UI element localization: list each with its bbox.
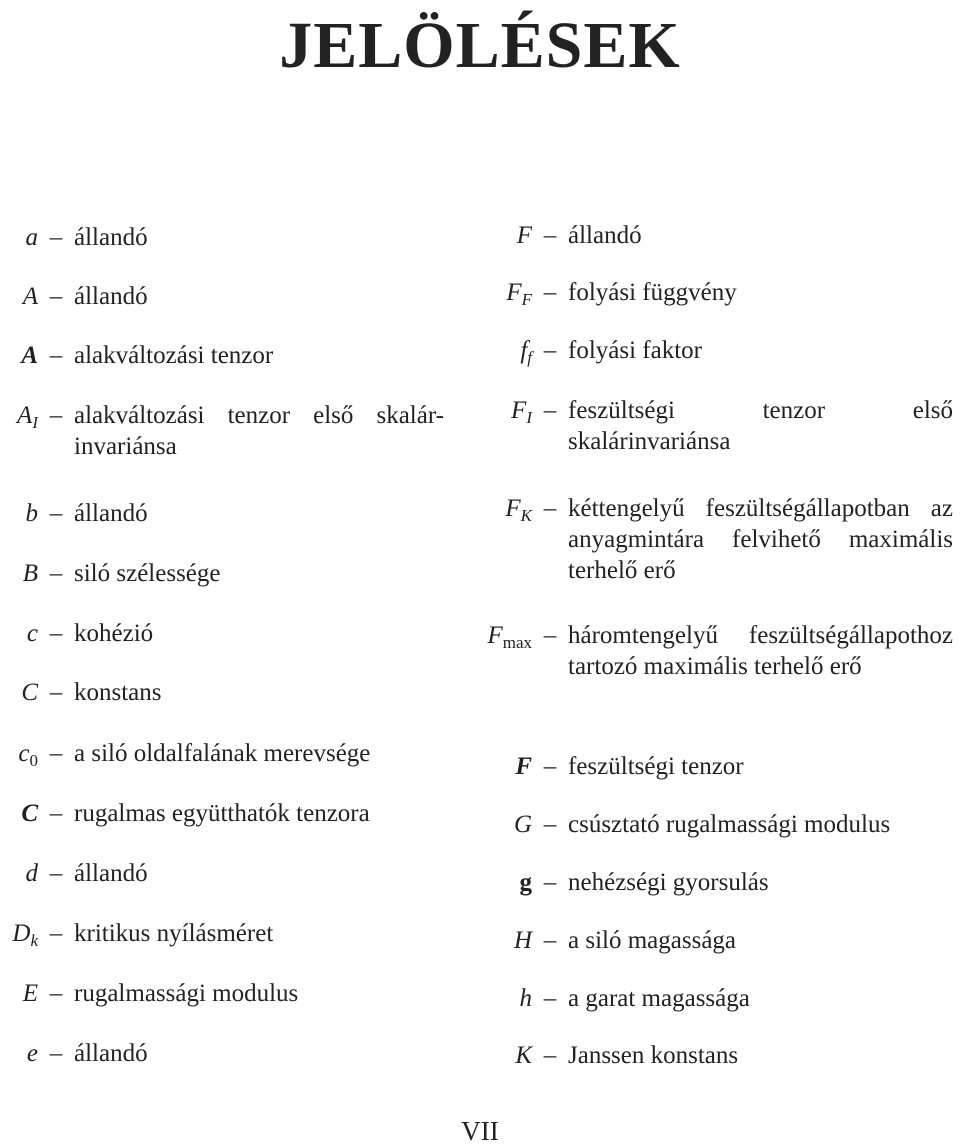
dash: – xyxy=(49,740,63,767)
dash: – xyxy=(49,224,63,251)
dash: – xyxy=(49,560,63,587)
notation-description: rugalmas együtthatók tenzora xyxy=(74,800,370,827)
notation-symbol: $c_0$ xyxy=(18,740,38,770)
notation-description: alakváltozási tenzor xyxy=(74,342,274,369)
notation-entry xyxy=(0,620,953,682)
notation-symbol: $D_k$ xyxy=(12,920,38,950)
notation-symbol: C xyxy=(21,679,38,706)
dash: – xyxy=(49,980,63,1007)
dash: – xyxy=(49,500,63,527)
notation-entry xyxy=(0,925,958,956)
notation-symbol: C xyxy=(21,800,38,827)
dash: – xyxy=(543,495,557,522)
dash: – xyxy=(49,860,63,887)
dash: – xyxy=(49,283,63,310)
notation-entry xyxy=(0,809,958,840)
notation-description: állandó xyxy=(74,283,148,310)
dash: – xyxy=(543,337,557,364)
dash: – xyxy=(543,811,557,838)
notation-symbol: A xyxy=(22,283,38,310)
notation-entry xyxy=(0,983,958,1014)
notation-symbol: $F_F$ xyxy=(506,279,532,309)
notation-symbol: h xyxy=(519,985,532,1012)
notation-symbol: E xyxy=(22,980,38,1007)
notation-symbol: $A_I$ xyxy=(17,402,38,432)
notation-description: nehézségi gyorsulás xyxy=(568,869,769,896)
notation-entry xyxy=(0,751,958,782)
notation-description: alakváltozási tenzor első skalár-invariánsa xyxy=(74,402,444,460)
dash: – xyxy=(543,753,557,780)
notation-description: folyási faktor xyxy=(568,337,702,364)
notation-symbol: $f_f$ xyxy=(520,337,532,367)
notation-description: a siló magassága xyxy=(568,927,737,954)
notation-description: rugalmassági modulus xyxy=(74,980,299,1007)
notation-description: állandó xyxy=(74,500,148,527)
notation-symbol: G xyxy=(513,811,532,838)
notation-description: folyási függvény xyxy=(568,279,737,306)
dash: – xyxy=(543,622,557,649)
dash: – xyxy=(543,279,557,306)
dash: – xyxy=(543,222,557,249)
page-number: VII xyxy=(461,1116,499,1146)
notation-description: konstans xyxy=(74,679,162,706)
notation-entry xyxy=(0,1040,958,1071)
dash: – xyxy=(543,397,557,424)
notation-symbol: B xyxy=(22,560,38,587)
notation-description: állandó xyxy=(568,222,642,249)
dash: – xyxy=(49,1040,63,1067)
notation-symbol: F xyxy=(515,753,532,780)
notation-symbol: d xyxy=(25,860,38,887)
notation-description: csúsztató rugalmassági modulus xyxy=(568,811,891,838)
notation-description: a siló oldalfalának merevsége xyxy=(74,740,371,767)
dash: – xyxy=(49,620,63,647)
dash: – xyxy=(49,402,63,429)
notation-symbol: g xyxy=(519,869,532,896)
dash: – xyxy=(543,869,557,896)
notation-symbol: $F_K$ xyxy=(505,495,532,525)
notation-symbol: e xyxy=(26,1040,38,1067)
notation-entry xyxy=(0,220,958,251)
notation-symbol: a xyxy=(25,224,38,251)
notation-entry xyxy=(0,493,953,586)
notation-description: állandó xyxy=(74,224,148,251)
notation-description: háromtengelyű feszültségállapothoz tartozó maximális terhelő erő xyxy=(568,622,953,680)
notation-entry xyxy=(0,335,958,366)
notation-description: a garat magassága xyxy=(568,985,750,1012)
notation-symbol: $F_{max}$ xyxy=(487,622,532,652)
notation-description: kohézió xyxy=(74,620,154,647)
notation-entry xyxy=(0,395,953,457)
notation-description: Janssen konstans xyxy=(568,1042,739,1069)
notation-symbol: F xyxy=(516,222,532,249)
notation-entry xyxy=(0,277,958,308)
notation-description: feszültségi tenzor első skalárinvariánsa xyxy=(568,397,953,455)
dash: – xyxy=(543,927,557,954)
dash: – xyxy=(49,679,63,706)
notation-symbol: A xyxy=(21,342,38,369)
dash: – xyxy=(49,920,63,947)
notation-symbol: b xyxy=(25,500,38,527)
notation-description: feszültségi tenzor xyxy=(568,753,744,780)
notation-symbol: K xyxy=(515,1042,532,1069)
dash: – xyxy=(49,800,63,827)
notation-description: állandó xyxy=(74,1040,148,1067)
notation-description: siló szélessége xyxy=(74,560,221,587)
dash: – xyxy=(543,985,557,1012)
dash: – xyxy=(49,342,63,369)
notation-symbol: $F_I$ xyxy=(511,397,532,427)
notation-description: állandó xyxy=(74,860,148,887)
notation-description: kéttengelyű feszültségállapotban az anyagmintára felvihető maximális terhelő erő xyxy=(568,495,953,584)
notation-symbol: c xyxy=(26,620,38,647)
notation-symbol: H xyxy=(513,927,532,954)
notation-entry xyxy=(0,867,958,898)
dash: – xyxy=(543,1042,557,1069)
page-title: JELÖLÉSEK xyxy=(279,9,681,82)
notation-description: kritikus nyílásméret xyxy=(74,920,274,947)
